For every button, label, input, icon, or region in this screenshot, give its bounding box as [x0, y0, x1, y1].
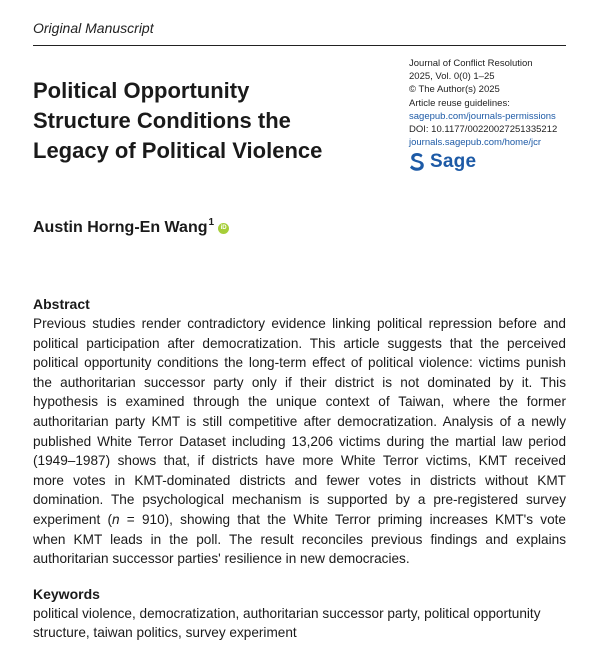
sage-s-icon	[409, 152, 425, 172]
keywords-line: structure, taiwan politics, survey experiment	[33, 625, 297, 640]
journal-homepage-link[interactable]: journals.sagepub.com/home/jcr	[409, 137, 542, 149]
keywords-line: political violence, democratization, authoritarian successor party, political opportunity	[33, 606, 541, 621]
abstract-line: more votes in KMT-dominated districts and fewer votes in districts without KMT	[33, 472, 566, 488]
journal-name: Journal of Conflict Resolution	[409, 58, 533, 69]
journal-info	[409, 57, 579, 149]
keywords-list	[33, 604, 573, 642]
abstract-heading: Abstract	[33, 296, 90, 312]
copyright-notice: © The Author(s) 2025	[409, 84, 500, 96]
title-line: Political Opportunity	[33, 78, 250, 103]
manuscript-type-label: Original Manuscript	[33, 20, 154, 36]
doi: DOI: 10.1177/00220027251335212	[409, 124, 558, 136]
abstract-line: when KMT leads in the poll. The result reconciles previous findings and explains	[33, 531, 566, 547]
abstract-line: (1949–1987) shows that, if districts have more White Terror victims, KMT received	[33, 453, 566, 469]
abstract-line: authoritarian party KMT is still competitive after democratization. Analysis of a newly	[33, 413, 566, 429]
reuse-guidelines-label: Article reuse guidelines:	[409, 97, 510, 109]
abstract-line: published White Terror Dataset including 13,206 victims during the martial law period	[33, 433, 566, 449]
keywords-heading: Keywords	[33, 586, 100, 602]
author-name: Austin Horng-En Wang	[33, 219, 208, 236]
abstract-line: authoritarian successor parties' resilience in new democracies.	[33, 551, 410, 567]
article-title	[33, 76, 388, 166]
abstract-line: domination. The psychological mechanism is supported by a pre-registered survey	[33, 492, 566, 508]
orcid-icon[interactable]: iD	[218, 223, 229, 234]
sage-wordmark: Sage	[430, 151, 477, 172]
abstract-line: the authoritarian successor party only if their district is not dominated by it. This	[33, 374, 566, 390]
title-line: Structure Conditions the	[33, 108, 291, 133]
title-line: Legacy of Political Violence	[33, 138, 323, 163]
affiliation-marker: 1	[208, 217, 215, 228]
abstract-body	[33, 314, 566, 569]
header-divider	[33, 45, 566, 46]
abstract-line: political participation after democratization. This article suggests that the perceived	[33, 335, 566, 351]
permissions-link[interactable]: sagepub.com/journals-permissions	[409, 110, 556, 122]
abstract-line: hypothesis is examined through the unique context of Taiwan, where the former	[33, 394, 566, 410]
author-line	[33, 219, 229, 237]
abstract-line: Previous studies render contradictory evidence linking political repression before and	[33, 316, 566, 331]
publisher-logo	[409, 151, 476, 173]
abstract-line: experiment (n = 910), showing that the White Terror priming increases KMT's vote	[33, 511, 566, 527]
journal-volume: 2025, Vol. 0(0) 1–25	[409, 71, 495, 83]
abstract-line: political opportunity conditions the long-term effect of political violence: victims punish	[33, 355, 566, 371]
